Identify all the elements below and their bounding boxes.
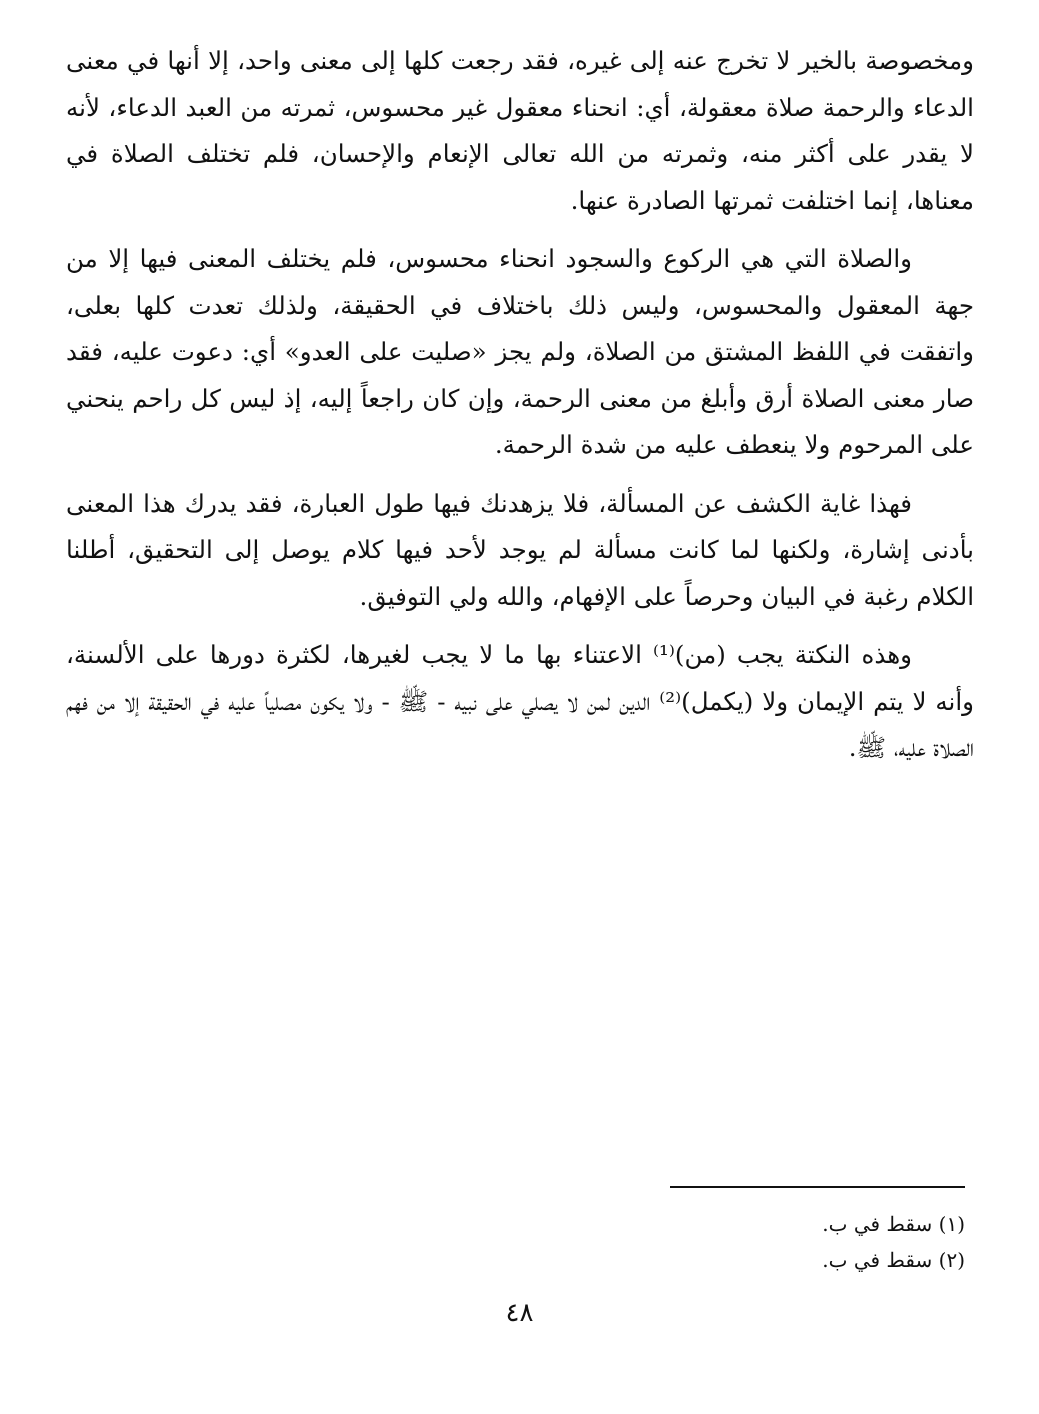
paragraph-2: والصلاة التي هي الركوع والسجود انحناء محسوس، فلم يختلف المعنى فيها إلا من جهة المعقول والمحسوس، وليس ذلك باختلاف في الحقيقة، ولذلك تعدت كلها بعلى، واتفقت في اللفظ المشتق من الصلاة، ولم يجز «صليت على العدو» أي: دعوت عليه، فقد صار معنى الصلاة أرق وأبلغ من معنى الرحمة، وإن كان راجعاً إليه، إذ ليس كل راحم ينحني على المرحوم ولا ينعطف عليه من شدة الرحمة. (66, 244, 974, 459)
paragraph-4: وهذه النكتة يجب (من)⁽¹⁾ الاعتناء بها ما لا يجب لغيرها، لكثرة دورها على الألسنة، وأنه لا يتم الإيمان ولا (يكمل)⁽²⁾ الدين لمن لا يصلي على نبيه - ﷺ - ولا يكون مصلياً عليه في الحقيقة إلا من فهم الصلاة عليه، ﷺ. (66, 640, 974, 762)
footnotes (565, 1206, 965, 1278)
footnote-divider (670, 1186, 965, 1188)
footnote-2: (٢) سقط في ب. (822, 1248, 965, 1272)
main-text (66, 38, 974, 784)
paragraph-3: فهذا غاية الكشف عن المسألة، فلا يزهدنك فيها طول العبارة، فقد يدرك هذا المعنى بأدنى إشارة، ولكنها لما كانت مسألة لم يوجد لأحد فيها كلام يوصل إلى التحقيق، أطلنا الكلام رغبة في البيان وحرصاً على الإفهام، والله ولي التوفيق. (66, 488, 974, 611)
paragraph-1: ومخصوصة بالخير لا تخرج عنه إلى غيره، فقد رجعت كلها إلى معنى واحد، إلا أنها في معنى الدعاء والرحمة صلاة معقولة، أي: انحناء معقول غير محسوس، ثمرته من العبد الدعاء، لأنه لا يقدر على أكثر منه، وثمرته من الله تعالى الإنعام والإحسان، فلم تختلف الصلاة في معناها، إنما اختلفت ثمرتها الصادرة عنها. (66, 46, 974, 215)
footnote-1: (١) سقط في ب. (822, 1212, 965, 1236)
page-number: ٤٨ (505, 1298, 534, 1328)
